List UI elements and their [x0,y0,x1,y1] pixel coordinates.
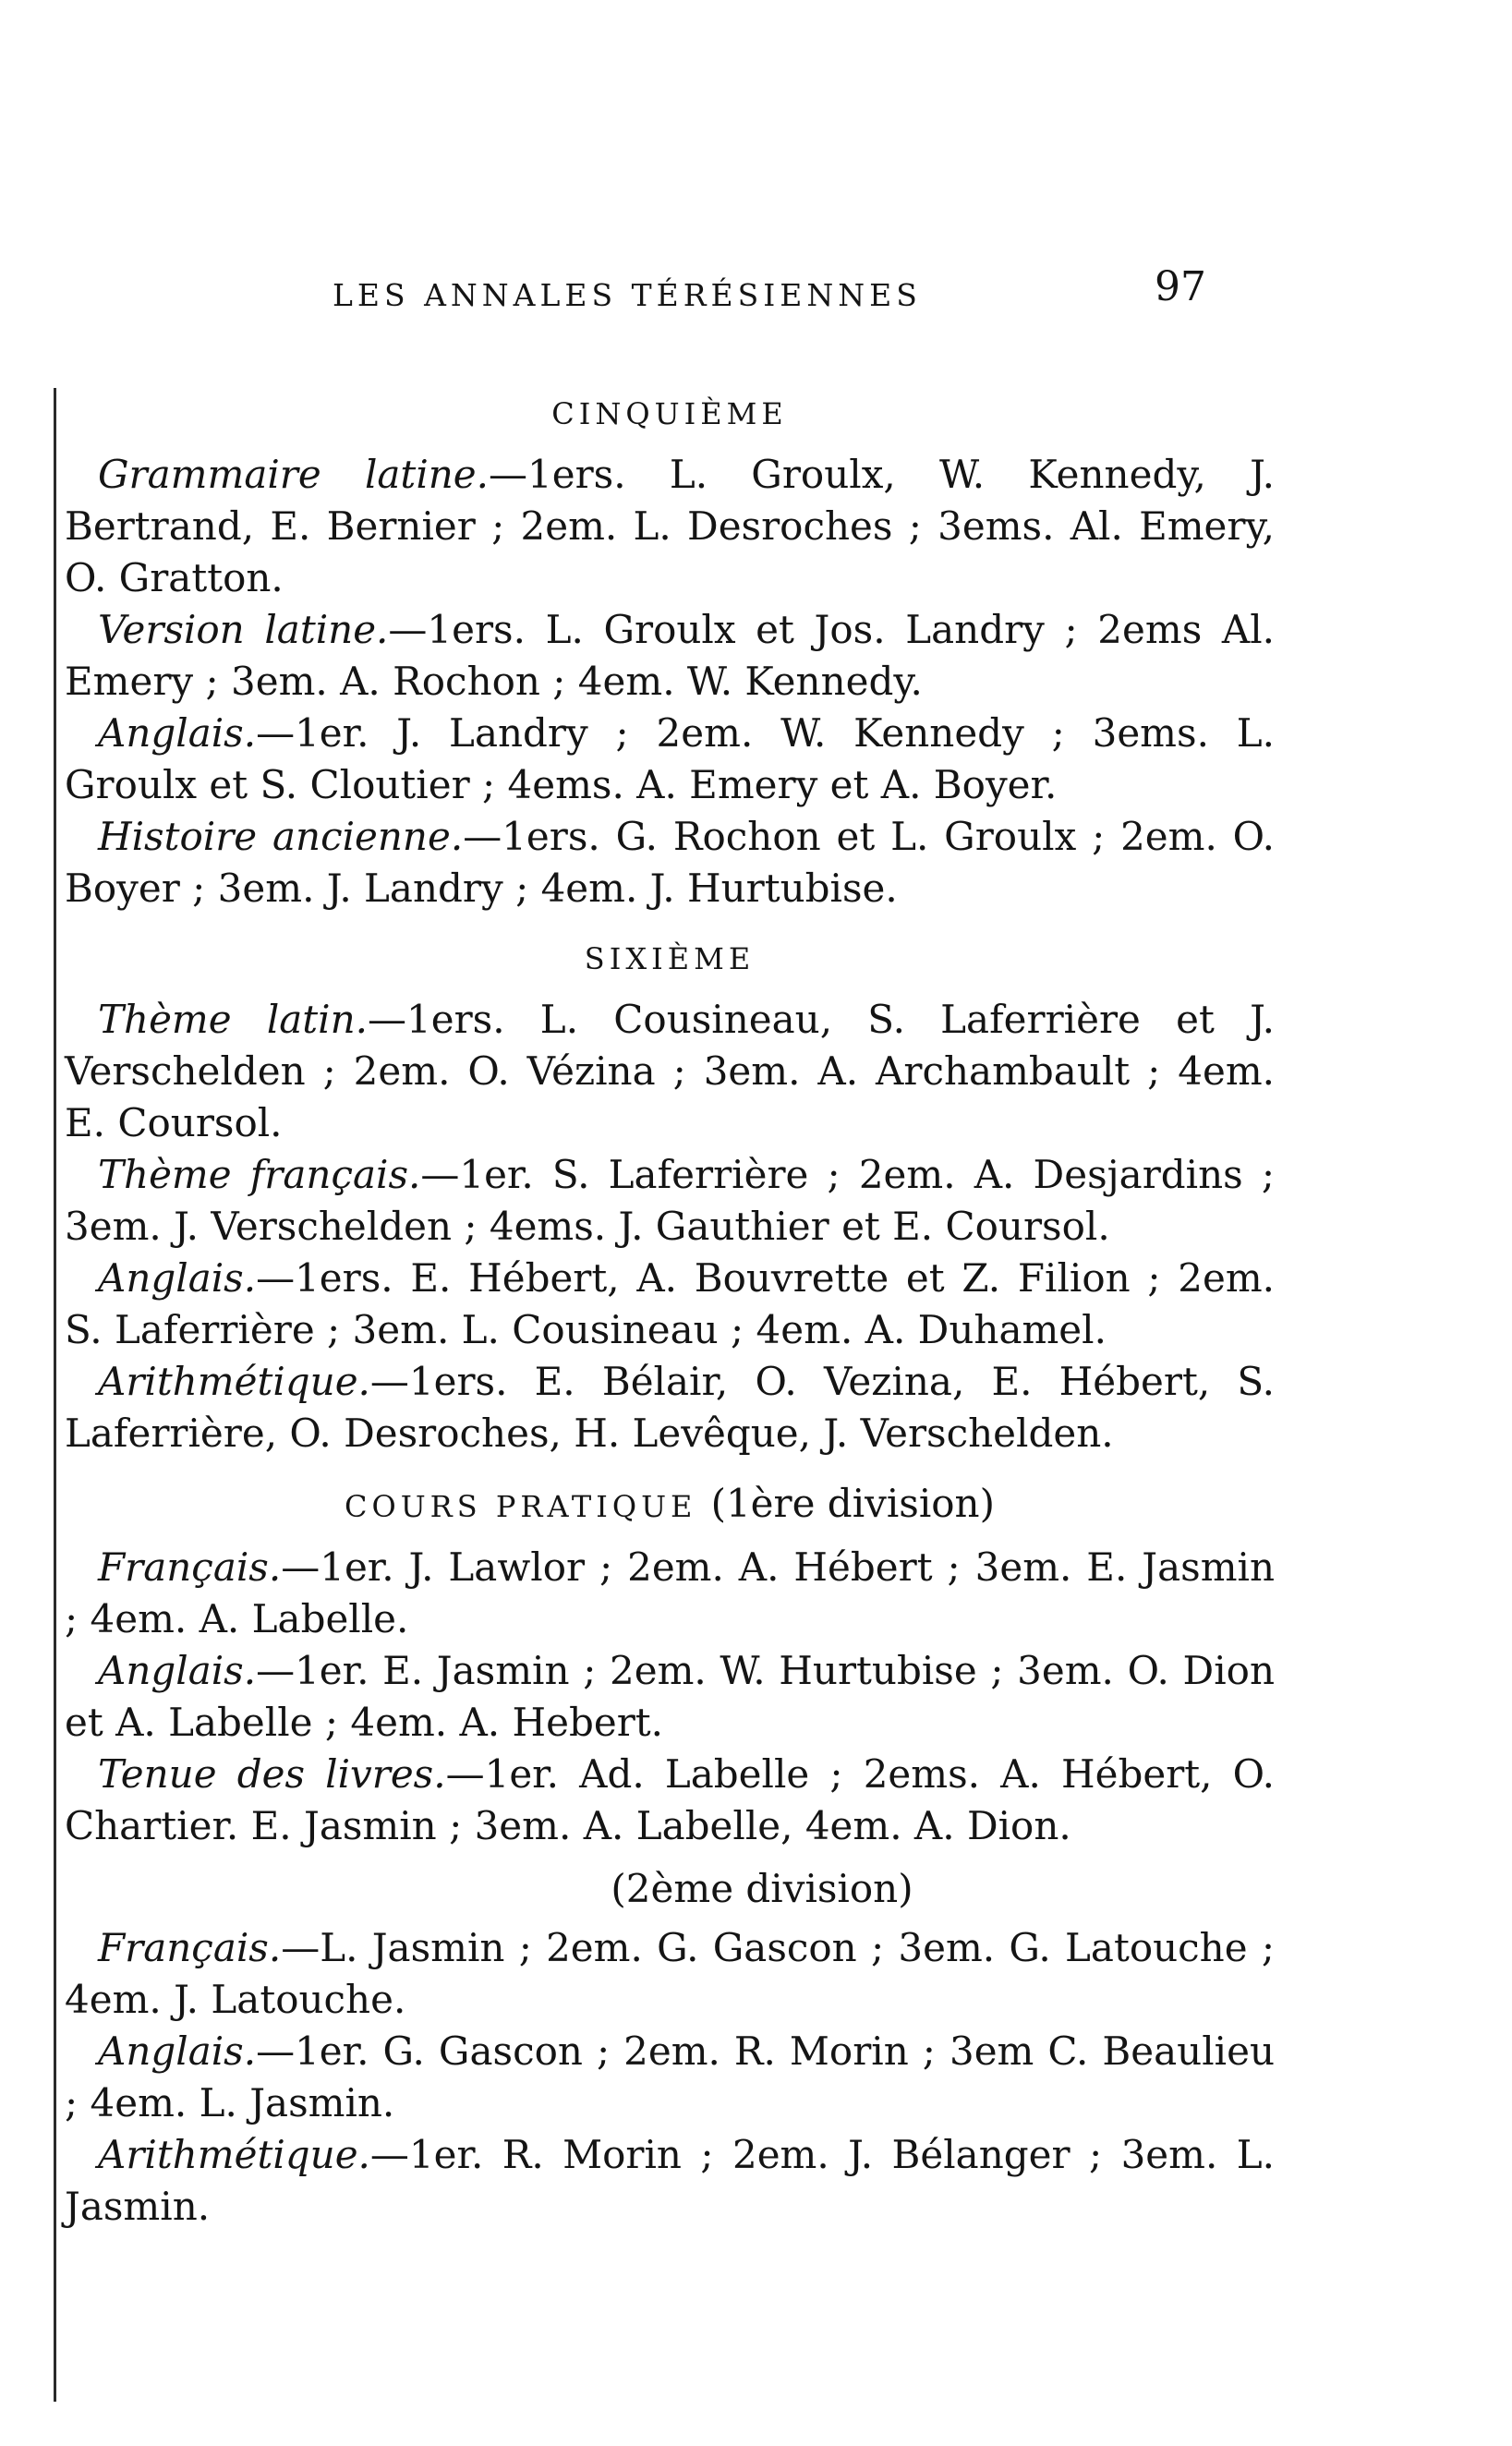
section-heading-division: (1ère division) [710,1481,995,1526]
entry-text: —1er. G. Gascon ; 2em. R. Morin ; 3em C. Beaulieu ; 4em. L. Jasmin. [65,2028,1275,2125]
entry [65,994,1275,1149]
section-deuxieme-division [65,1863,1275,2233]
entry [65,2129,1275,2233]
entry-text: —1er. S. Laferrière ; 2em. A. Desjardins ; 3em. J. Verschelden ; 4ems. J. Gauthier et E. Coursol. [65,1152,1275,1249]
division-heading: (2ème division) [611,1866,913,1911]
entry [65,1253,1275,1356]
entry [65,811,1275,914]
section-sixieme [65,933,1275,1459]
entry [65,708,1275,811]
entry [65,449,1275,604]
binding-gutter-line [54,388,56,2402]
entry-subject: Thème latin. [98,997,369,1042]
entry [65,1645,1275,1749]
entry-subject: Anglais. [98,1648,257,1693]
section-heading-text: COURS PRATIQUE [344,1489,697,1524]
entry-text: —L. Jasmin ; 2em. G. Gascon ; 3em. G. Latouche ; 4em. J. Latouche. [65,1925,1275,2022]
entry-subject: Histoire ancienne. [98,814,464,859]
entry-text: —1er. J. Lawlor ; 2em. A. Hébert ; 3em. E. Jasmin ; 4em. A. Labelle. [65,1544,1275,1641]
section-heading [65,388,1275,440]
section-heading [65,933,1275,985]
entry [65,2026,1275,2129]
entry-text: —1ers. L. Groulx, W. Kennedy, J. Bertrand, E. Bernier ; 2em. L. Desroches ; 3ems. Al. Emery, O. Gratton. [65,452,1275,600]
entry [65,1356,1275,1459]
entry [65,1922,1275,2026]
entry-subject: Français. [98,1925,282,1970]
entry-text: —1er. J. Landry ; 2em. W. Kennedy ; 3ems. L. Groulx et S. Cloutier ; 4ems. A. Emery et A. Boyer. [65,710,1275,807]
entry-subject: Anglais. [98,2028,257,2074]
entry-subject: Anglais. [98,1255,257,1301]
entry [65,1749,1275,1852]
entry-subject: Thème français. [98,1152,421,1197]
entry [65,1542,1275,1645]
entry-text: —1er. R. Morin ; 2em. J. Bélanger ; 3em. L. Jasmin. [65,2132,1275,2229]
entry-text: —1er. E. Jasmin ; 2em. W. Hurtubise ; 3em. O. Dion et A. Labelle ; 4em. A. Hebert. [65,1648,1275,1745]
entry [65,604,1275,708]
section-heading [65,1478,1275,1532]
entry-text: —1ers. G. Rochon et L. Groulx ; 2em. O. Boyer ; 3em. J. Landry ; 4em. J. Hurtubise. [65,814,1276,911]
section-cinquieme [65,388,1275,914]
entry-subject: Anglais. [98,710,257,756]
entry [65,1149,1275,1253]
entry-text: —1er. Ad. Labelle ; 2ems. A. Hébert, O. Chartier. E. Jasmin ; 3em. A. Labelle, 4em. A. Dion. [65,1751,1275,1848]
entry-subject: Tenue des livres. [98,1751,446,1797]
entry-subject: Grammaire latine. [98,452,490,497]
entry-subject: Français. [98,1544,282,1590]
section-heading-text: SIXIÈME [584,941,756,976]
entry-subject: Arithmétique. [98,1359,370,1404]
entry-text: —1ers. L. Cousineau, S. Laferrière et J. Verschelden ; 2em. O. Vézina ; 3em. A. Archambault ; 4em. E. Coursol. [65,997,1275,1145]
entry-text: —1ers. E. Hébert, A. Bouvrette et Z. Filion ; 2em. S. Laferrière ; 3em. L. Cousineau ; 4em. A. Duhamel. [65,1255,1275,1352]
entry-subject: Version latine. [98,607,389,652]
entry-text: —1ers. L. Groulx et Jos. Landry ; 2ems Al. Emery ; 3em. A. Rochon ; 4em. W. Kennedy. [65,607,1275,704]
section-heading-text: CINQUIÈME [551,396,788,431]
page-number: 97 [1155,263,1206,310]
entry-text: —1ers. E. Bélair, O. Vezina, E. Hébert, S. Laferrière, O. Desroches, H. Levêque, J. Verschelden. [65,1359,1275,1456]
section-cours-pratique [65,1478,1275,1852]
entry-subject: Arithmétique. [98,2132,370,2177]
running-head: LES ANNALES TÉRÉSIENNES [333,277,922,313]
page-body [65,369,1275,2233]
